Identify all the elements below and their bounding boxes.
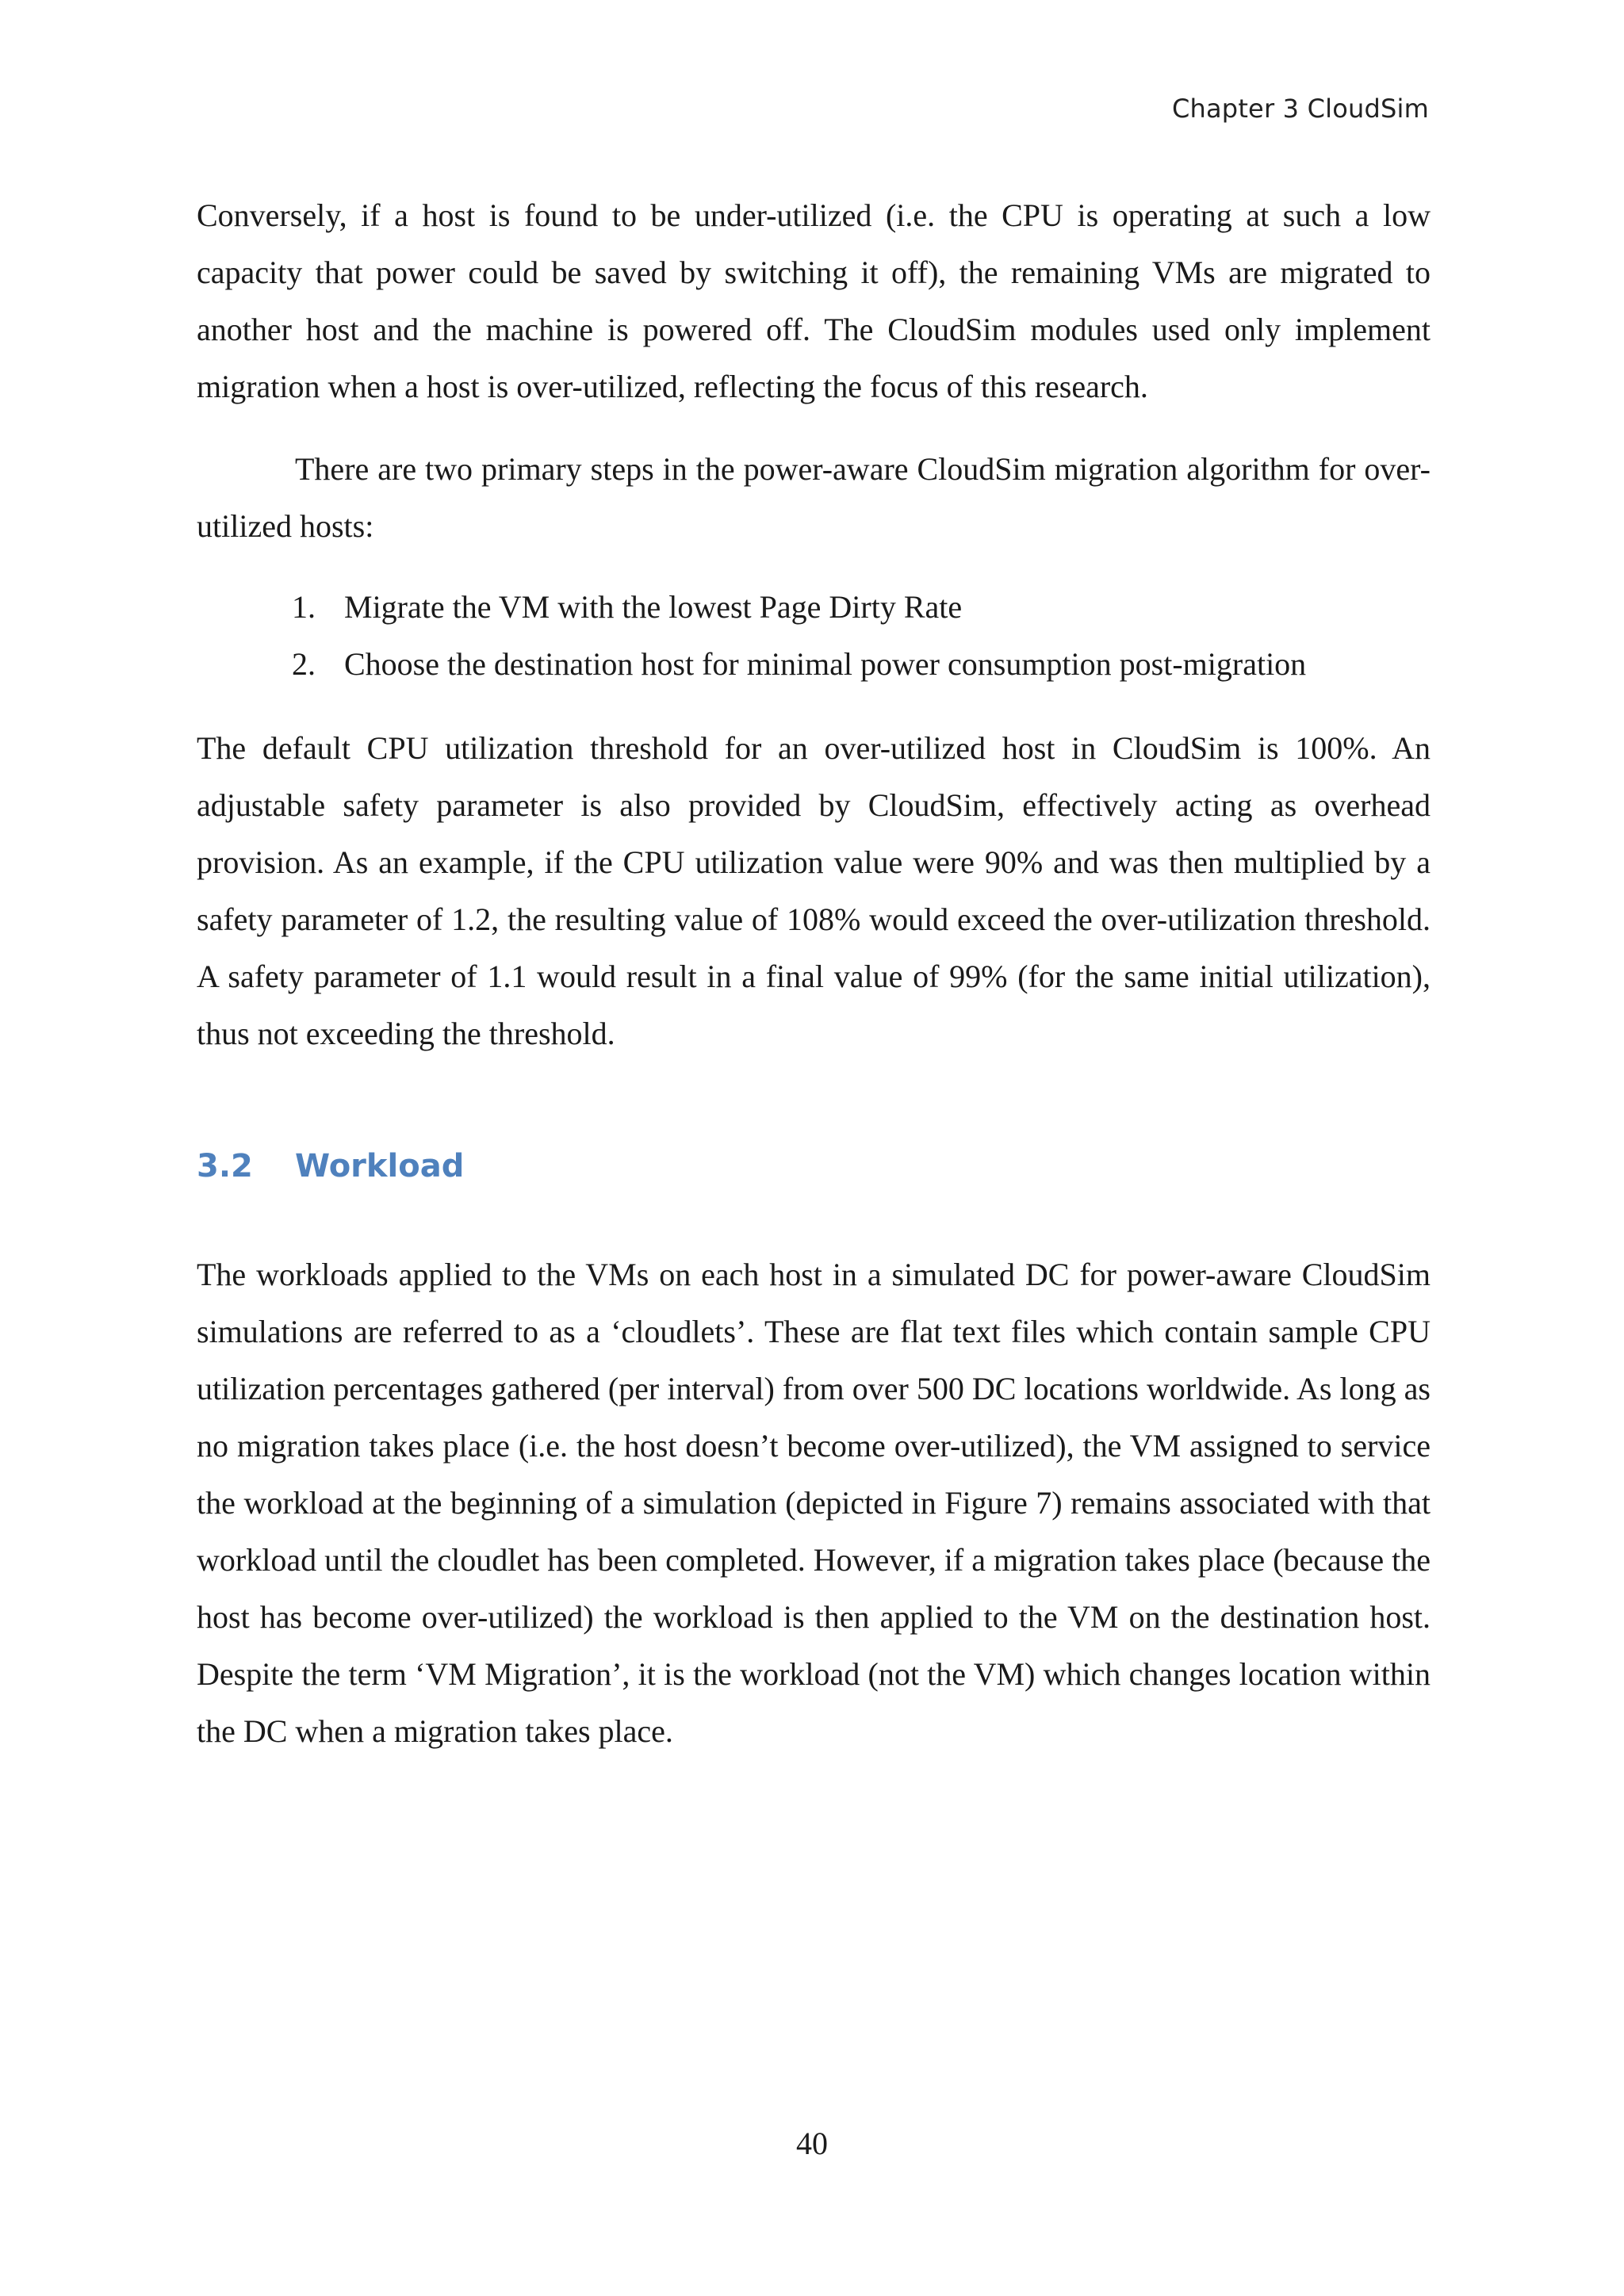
paragraph-under-utilized: Conversely, if a host is found to be under-utilized (i.e. the CPU is operating at such a low capacity that power could be saved by switching it off), the remaining VMs are migrated to another host and the machine is powered off. The CloudSim modules used only implement migration when a host is over-utilized, reflecting the focus of this research. (197, 197, 1431, 404)
paragraph-workload: The workloads applied to the VMs on each host in a simulated DC for power-aware CloudSim simulations are referred to as a ‘cloudlets’. These are flat text files which contain sample CPU utilization percentages gathered (per interval) from over 500 DC locations worldwide. As long as no migration takes place (i.e. the host doesn’t become over-utilized), the VM assigned to service the workload at the beginning of a simulation (depicted in Figure 7) remains associated with that workload until the cloudlet has been completed. However, if a migration takes place (because the host has become over-utilized) the workload is then applied to the VM on the destination host. Despite the term ‘VM Migration’, it is the workload (not the VM) which changes location within the DC when a migration takes place. (197, 1257, 1431, 1749)
list-item-text: Choose the destination host for minimal power consumption post-migration (344, 646, 1307, 682)
running-header: Chapter 3 CloudSim (1171, 94, 1429, 124)
list-item-number: 2. (292, 646, 316, 682)
list-item (292, 636, 1306, 693)
list-item-number: 1. (292, 589, 316, 625)
list-item-text: Migrate the VM with the lowest Page Dirty Rate (344, 589, 963, 625)
list-item (292, 579, 1306, 636)
paragraph-migration-steps-intro: There are two primary steps in the power-aware CloudSim migration algorithm for over-utilized hosts: (197, 451, 1431, 544)
section-title: Workload (295, 1148, 465, 1184)
page-number: 40 (796, 2126, 828, 2161)
section-number: 3.2 (197, 1148, 253, 1184)
paragraph-cpu-threshold: The default CPU utilization threshold for an over-utilized host in CloudSim is 100%. An adjustable safety parameter is also provided by CloudSim, effectively acting as overhead provision. As an example, if the CPU utilization value were 90% and was then multiplied by a safety parameter of 1.2, the resulting value of 108% would exceed the over-utilization threshold. A safety parameter of 1.1 would result in a final value of 99% (for the same initial utilization), thus not exceeding the threshold. (197, 730, 1431, 1051)
migration-steps-list (292, 579, 1306, 693)
section-heading (197, 1148, 464, 1184)
